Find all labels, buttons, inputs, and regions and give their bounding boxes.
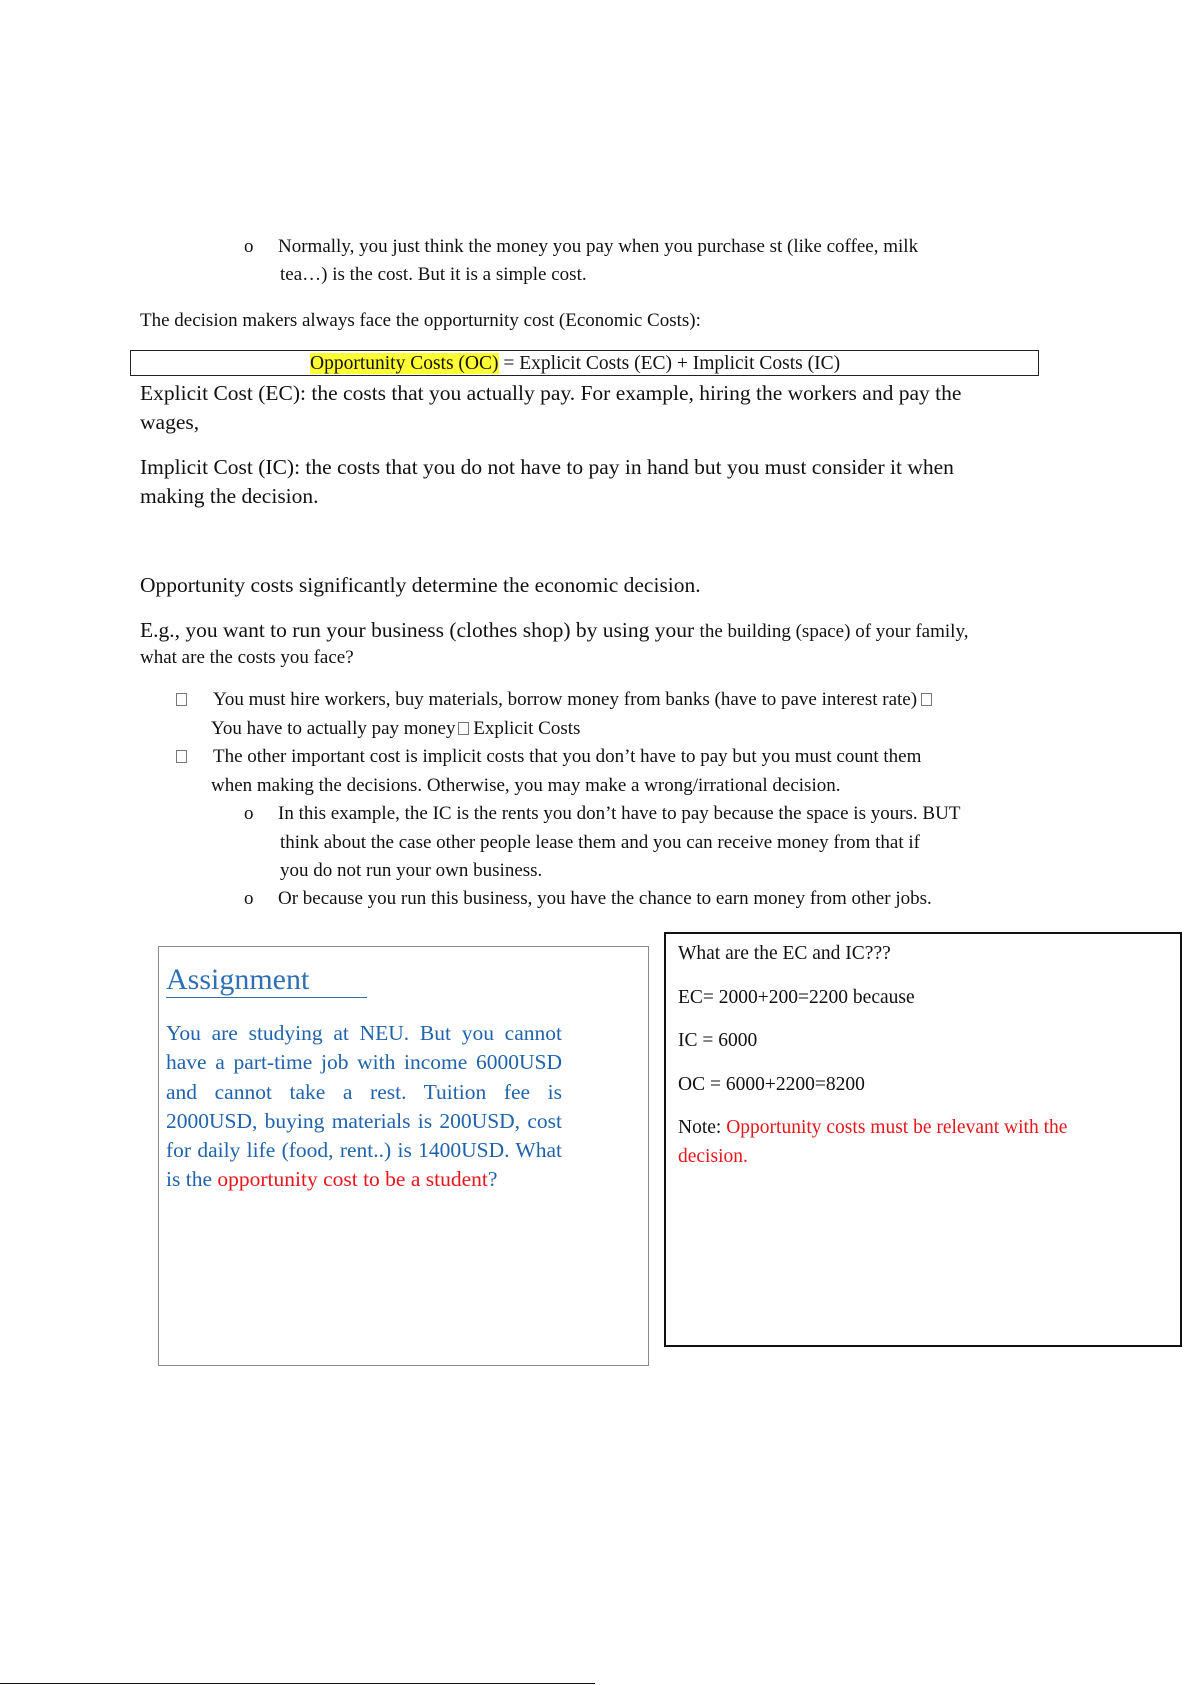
bullet1-line2-text: You have to actually pay money — [211, 718, 456, 739]
equation-box — [130, 350, 1039, 376]
implicit-cost-line2: making the decision. — [140, 484, 319, 508]
sub-bullet1-marker: o — [244, 803, 254, 824]
answer-ic: IC = 6000 — [678, 1030, 758, 1051]
assignment-box — [158, 946, 649, 1366]
implicit-cost-line1: Implicit Cost (IC): the costs that you do not have to pay in hand but you must consider it when — [140, 455, 954, 479]
arrow-placeholder-icon — [921, 693, 932, 706]
top-sub-bullet-line1: Normally, you just think the money you pay when you purchase st (like coffee, milk — [278, 236, 919, 257]
sub-bullet1-line3: you do not run your own business. — [280, 860, 543, 881]
example-line1b: the building (space) of your family, — [699, 621, 969, 642]
answer-question: What are the EC and IC??? — [678, 943, 891, 964]
square-bullet-icon — [176, 693, 187, 706]
top-sub-bullet-marker: o — [244, 236, 254, 257]
bullet1-line1 — [176, 686, 932, 714]
example-line1 — [140, 616, 968, 647]
answer-note — [678, 1113, 1067, 1142]
sub-bullet1-line1: In this example, the IC is the rents you don’t have to pay because the space is yours. BUT — [278, 803, 961, 824]
answer-oc: OC = 6000+2200=8200 — [678, 1074, 865, 1095]
footer-divider — [0, 1683, 595, 1684]
answer-ec: EC= 2000+200=2200 because — [678, 987, 915, 1008]
equation-highlight: Opportunity Costs (OC) — [310, 353, 499, 374]
assignment-body — [166, 1019, 562, 1195]
sub-bullet2-marker: o — [244, 888, 254, 909]
assignment-body-end: ? — [487, 1167, 498, 1192]
explicit-cost-line2: wages, — [140, 410, 200, 434]
assignment-body-text: You are studying at NEU. But you cannot have a part-time job with income 6000USD and cannot take a rest. Tuition fee is 2000USD, buying materials is 200USD, cost for daily life (food, rent..) is 1400USD. What is the — [166, 1021, 562, 1192]
example-line1a: E.g., you want to run your business (clothes shop) by using your — [140, 618, 700, 642]
intro-paragraph: The decision makers always face the opporturnity cost (Economic Costs): — [140, 310, 701, 331]
bullet2-text: The other important cost is implicit costs that you don’t have to pay but you must count them — [213, 746, 922, 767]
arrow-placeholder-icon — [458, 722, 469, 735]
bullet1-line2 — [211, 715, 580, 743]
equation-rest: = Explicit Costs (EC) + Implicit Costs (IC) — [498, 353, 841, 374]
example-line2: what are the costs you face? — [140, 647, 354, 668]
top-sub-bullet-line2: tea…) is the cost. But it is a simple cost. — [280, 264, 587, 285]
bullet1-line2-end: Explicit Costs — [468, 718, 581, 739]
sub-bullet2-line1: Or because you run this business, you have the chance to earn money from other jobs. — [278, 888, 932, 909]
answer-note-label: Note: — [678, 1117, 727, 1138]
assignment-title: Assignment — [166, 963, 367, 998]
bullet2-line1 — [176, 743, 921, 771]
determine-paragraph: Opportunity costs significantly determine the economic decision. — [140, 573, 701, 597]
square-bullet-icon — [176, 750, 187, 763]
equation-text — [310, 351, 840, 376]
answer-note-red2: decision. — [678, 1146, 748, 1167]
sub-bullet1-line2: think about the case other people lease them and you can receive money from that if — [280, 832, 920, 853]
answer-note-red1: Opportunity costs must be relevant with the — [726, 1117, 1068, 1138]
bullet1-text: You must hire workers, buy materials, borrow money from banks (have to pave interest rate) — [213, 689, 918, 710]
explicit-cost-line1: Explicit Cost (EC): the costs that you actually pay. For example, hiring the workers and pay the — [140, 381, 962, 405]
answer-box — [664, 932, 1182, 1347]
bullet2-line2: when making the decisions. Otherwise, you may make a wrong/irrational decision. — [211, 775, 841, 796]
assignment-body-red: opportunity cost to be a student — [217, 1167, 488, 1192]
